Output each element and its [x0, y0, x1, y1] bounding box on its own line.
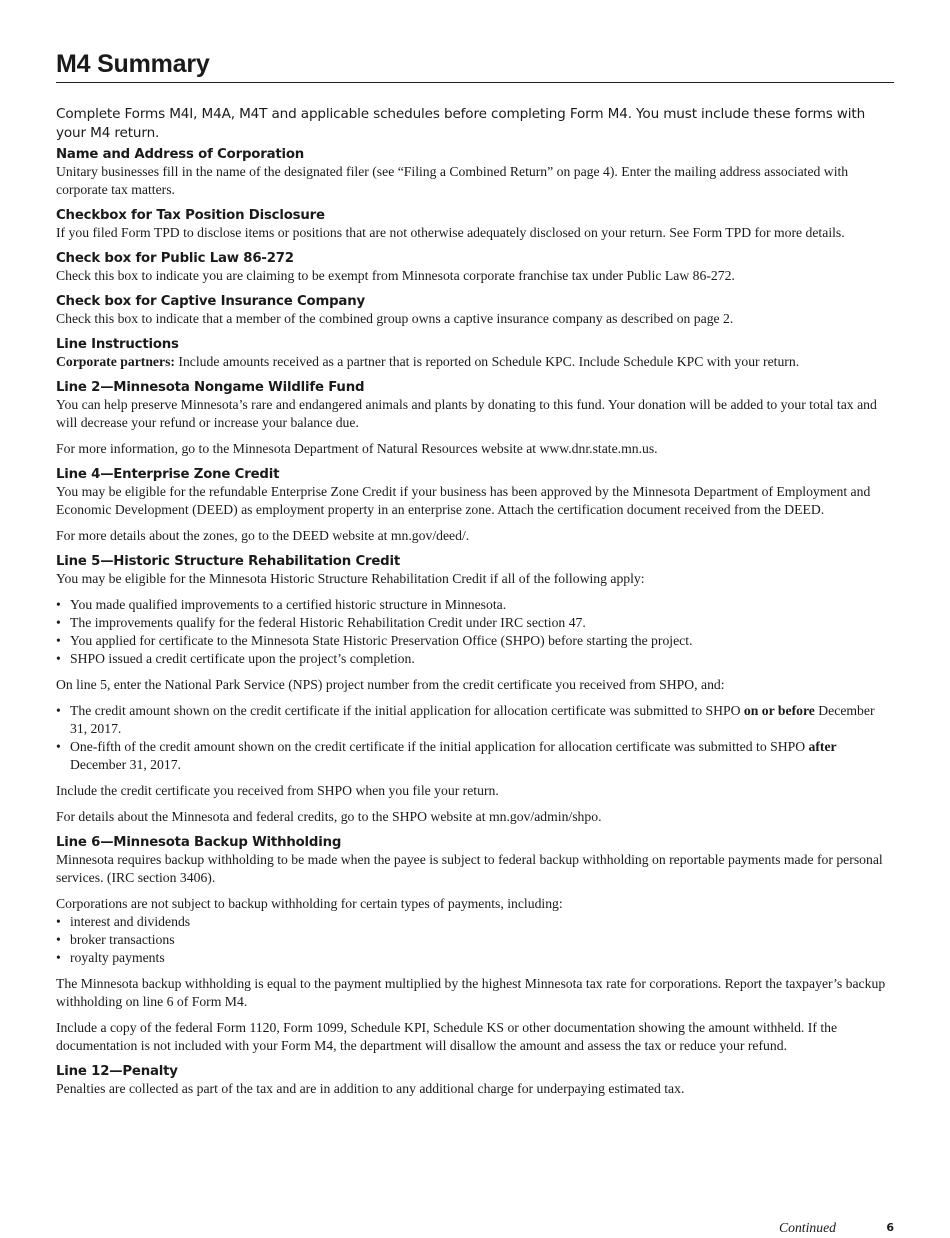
- section-heading: Line Instructions: [56, 337, 179, 352]
- paragraph: Corporations are not subject to backup withholding for certain types of payments, including:: [56, 896, 563, 911]
- section-captive-insurance: [56, 293, 894, 328]
- paragraph: For more information, go to the Minnesota Department of Natural Resources website at www.dnr.state.mn.us.: [56, 441, 658, 456]
- continued-label: Continued: [778, 1220, 836, 1235]
- section-heading: Check box for Public Law 86-272: [56, 251, 294, 266]
- paragraph: Minnesota requires backup withholding to be made when the payee is subject to federal backup withholding on reportable payments made for personal services. (IRC section 3406).: [56, 852, 883, 885]
- document-page: [56, 50, 894, 1235]
- list-item: • You applied for certificate to the Minnesota State Historic Preservation Office (SHPO) before starting the project.: [56, 632, 894, 650]
- paragraph: If you filed Form TPD to disclose items or positions that are not otherwise adequately disclosed on your return. See Form TPD for more details.: [56, 225, 845, 240]
- section-heading: Line 6—Minnesota Backup Withholding: [56, 835, 342, 850]
- section-heading: Line 12—Penalty: [56, 1064, 178, 1079]
- list-item: • The credit amount shown on the credit certificate if the initial application for allocation certificate was submitted to SHPO on or before December 31, 2017.: [56, 702, 894, 738]
- section-line-4: [56, 466, 894, 545]
- bullet-list: [56, 913, 894, 967]
- section-line-5: [56, 553, 894, 826]
- section-line-2: [56, 379, 894, 458]
- paragraph: On line 5, enter the National Park Service (NPS) project number from the credit certificate you received from SHPO, and:: [56, 677, 725, 692]
- list-item: • You made qualified improvements to a certified historic structure in Minnesota.: [56, 596, 894, 614]
- list-item: • interest and dividends: [56, 913, 894, 931]
- intro-text: Complete Forms M4I, M4A, M4T and applicable schedules before completing Form M4. You must include these forms with your M4 return.: [56, 106, 866, 141]
- page-number: 6: [886, 1221, 894, 1234]
- page-title: M4 Summary: [56, 50, 894, 83]
- paragraph: You can help preserve Minnesota’s rare and endangered animals and plants by donating to this fund. Your donation will be added to your total tax and will decrease your refund or increase your balance due.: [56, 397, 877, 430]
- paragraph: You may be eligible for the Minnesota Historic Structure Rehabilitation Credit if all of the following apply:: [56, 571, 645, 586]
- list-item: • broker transactions: [56, 931, 894, 949]
- bold-lead: Corporate partners:: [56, 354, 175, 369]
- list-item: • The improvements qualify for the federal Historic Rehabilitation Credit under IRC section 47.: [56, 614, 894, 632]
- list-item: • One-fifth of the credit amount shown on the credit certificate if the initial application for allocation certificate was submitted to SHPO after December 31, 2017.: [56, 738, 894, 774]
- section-line-6: [56, 834, 894, 1055]
- paragraph: [56, 353, 894, 371]
- bullet-list: [56, 596, 894, 668]
- section-heading: Name and Address of Corporation: [56, 147, 305, 162]
- section-public-law: [56, 250, 894, 285]
- paragraph: You may be eligible for the refundable Enterprise Zone Credit if your business has been approved by the Minnesota Department of Employment and Economic Development (DEED) as employment property in an enterprise zone. Attach the certification document received from the DEED.: [56, 484, 871, 517]
- paragraph: Penalties are collected as part of the tax and are in addition to any additional charge for underpaying estimated tax.: [56, 1081, 685, 1096]
- section-name-address: [56, 146, 894, 199]
- list-item: • SHPO issued a credit certificate upon the project’s completion.: [56, 650, 894, 668]
- paragraph: For details about the Minnesota and federal credits, go to the SHPO website at mn.gov/admin/shpo.: [56, 809, 602, 824]
- section-heading: Line 2—Minnesota Nongame Wildlife Fund: [56, 380, 365, 395]
- section-heading: Line 4—Enterprise Zone Credit: [56, 467, 280, 482]
- section-heading: Checkbox for Tax Position Disclosure: [56, 208, 325, 223]
- paragraph: Check this box to indicate you are claiming to be exempt from Minnesota corporate franchise tax under Public Law 86-272.: [56, 268, 735, 283]
- paragraph: The Minnesota backup withholding is equal to the payment multiplied by the highest Minnesota tax rate for corporations. Report the taxpayer’s backup withholding on line 6 of Form M4.: [56, 976, 886, 1009]
- section-line-12: [56, 1063, 894, 1098]
- paragraph: Include the credit certificate you received from SHPO when you file your return.: [56, 783, 499, 798]
- list-item: • royalty payments: [56, 949, 894, 967]
- paragraph: Unitary businesses fill in the name of the designated filer (see “Filing a Combined Return” on page 4). Enter the mailing address associated with corporate tax matters.: [56, 164, 849, 197]
- section-heading: Check box for Captive Insurance Company: [56, 294, 365, 309]
- page-footer: [56, 1220, 894, 1238]
- paragraph: Include a copy of the federal Form 1120, Form 1099, Schedule KPI, Schedule KS or other documentation showing the amount withheld. If the documentation is not included with your Form M4, the department will disallow the amount and assess the tax or reduce your refund.: [56, 1020, 838, 1053]
- paragraph-text: Include amounts received as a partner that is reported on Schedule KPC. Include Schedule KPC with your return.: [174, 354, 800, 369]
- section-line-instructions: [56, 336, 894, 371]
- section-heading: Line 5—Historic Structure Rehabilitation Credit: [56, 554, 401, 569]
- bullet-list: [56, 702, 894, 774]
- paragraph: For more details about the zones, go to the DEED website at mn.gov/deed/.: [56, 528, 470, 543]
- section-tax-position-disclosure: [56, 207, 894, 242]
- paragraph: Check this box to indicate that a member of the combined group owns a captive insurance company as described on page 2.: [56, 311, 734, 326]
